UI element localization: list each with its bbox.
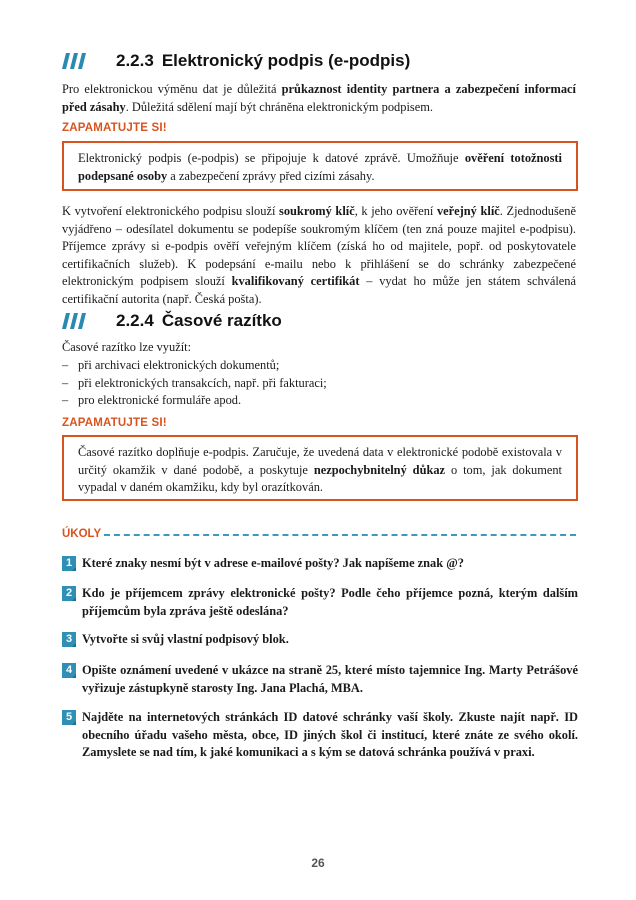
list-item <box>62 392 576 410</box>
task-number-badge: 3 <box>62 632 76 647</box>
remember-label: ZAPAMATUJTE SI! <box>62 122 167 134</box>
text-run: a zabezpečení zprávy před cizími zásahy. <box>167 168 375 183</box>
task-text: Kdo je příjemcem zprávy elektronické pošty? Podle čeho příjemce pozná, kterým dalším příjemcům byla zpráva ještě odeslána? <box>82 586 578 618</box>
task-text: Které znaky nesmí být v adrese e-mailové pošty? Jak napíšeme znak @? <box>82 556 464 570</box>
section-number: 2.2.4 <box>116 311 154 330</box>
bold-run: průkaznost identity partnera a zabezpečení informací před zásahy <box>62 82 577 114</box>
text-run: , k jeho ověření <box>354 204 437 218</box>
dash: – <box>62 393 69 408</box>
text-run: Pro elektronickou výměnu dat je důležitá <box>62 82 282 96</box>
text-run: . Zjednodušeně vyjádřeno – odesílatel dokumentu se podepíše soukromým klíčem (ten zná pouze majitel e-podpisu). Příjemce zprávy si e-podpis ověří veřejným klíčem (získá ho od majitele, popř. od poskytovatele certifikačních služeb). K podepsání e-mailu nebo k přihlášení se do schránky zabezpečené elektronickým podpisem slouží <box>62 204 577 289</box>
list-item <box>62 375 576 393</box>
task-item <box>62 662 578 697</box>
list-item-text: při elektronických transakcích, např. při fakturaci; <box>78 375 327 390</box>
section-title: Časové razítko <box>161 311 282 330</box>
task-item <box>62 631 578 649</box>
dash: – <box>62 358 69 372</box>
bold-run: soukromý klíč <box>279 204 355 218</box>
bold-run: kvalifikovaný certifikát <box>231 274 360 289</box>
task-item <box>62 709 578 762</box>
text-run: o tom, jak dokument vypadal v daném okamžiku, kdy byl orazítkován. <box>78 462 562 495</box>
tasks-divider <box>104 534 576 536</box>
section-marker-icon <box>62 313 86 329</box>
task-number-badge: 4 <box>62 663 76 678</box>
keys-paragraph <box>62 203 576 309</box>
page-number: 26 <box>311 856 325 870</box>
text-run: Časové razítko doplňuje e-podpis. Zaručuje, že uvedená data v elektronické podobě existovala v určitý okamžik v dané podobě, a poskytuje <box>78 445 562 477</box>
text-run: – vydat ho může jen státem schválená certifikační autorita (např. Česká pošta). <box>62 274 577 306</box>
task-text: Vytvořte si svůj vlastní podpisový blok. <box>82 632 289 646</box>
bold-run: ověření totožnosti podepsané osoby <box>78 151 562 183</box>
remember-box <box>62 141 578 191</box>
task-number-badge: 1 <box>62 556 76 571</box>
text-run: Elektronický podpis (e-podpis) se připojuje k datové zprávě. Umožňuje <box>78 151 465 165</box>
section-marker-icon <box>62 53 86 69</box>
task-text: Najděte na internetových stránkách ID datové schránky vaší školy. Zkuste najít např. ID obecního úřadu vašeho města, obce, ID jiných škol či institucí, které znáte ze svého okolí. Zamyslete se nad tím, k jaké komunikaci a s kým se datová schránka používá v praxi. <box>82 710 578 760</box>
section-heading <box>116 311 282 331</box>
task-number-badge: 5 <box>62 710 76 725</box>
task-item <box>62 555 578 573</box>
tasks-label: ÚKOLY <box>62 528 102 540</box>
task-item <box>62 585 578 620</box>
intro-paragraph <box>62 81 576 116</box>
text-run: . Důležitá sdělení mají být chráněna elektronickým podpisem. <box>125 99 433 114</box>
timestamp-intro: Časové razítko lze využít: <box>62 340 192 354</box>
list-item <box>62 357 576 375</box>
section-heading <box>116 51 410 71</box>
section-title: Elektronický podpis (e-podpis) <box>161 51 411 70</box>
usage-list <box>62 357 576 410</box>
task-text: Opište oznámení uvedené v ukázce na straně 25, které místo tajemnice Ing. Marty Petrášové vyřizuje zástupkyně starosty Ing. Jana Plachá, MBA. <box>82 663 578 695</box>
remember-label: ZAPAMATUJTE SI! <box>62 417 167 429</box>
text-run: K vytvoření elektronického podpisu slouží <box>62 204 280 218</box>
task-number-badge: 2 <box>62 586 76 601</box>
bold-run: nezpochybnitelný důkaz <box>313 462 446 477</box>
list-item-text: při archivaci elektronických dokumentů; <box>78 358 280 372</box>
bold-run: veřejný klíč <box>436 204 500 218</box>
remember-box <box>62 435 578 501</box>
dash: – <box>62 375 69 390</box>
section-number: 2.2.3 <box>116 51 154 70</box>
list-item-text: pro elektronické formuláře apod. <box>78 393 242 408</box>
